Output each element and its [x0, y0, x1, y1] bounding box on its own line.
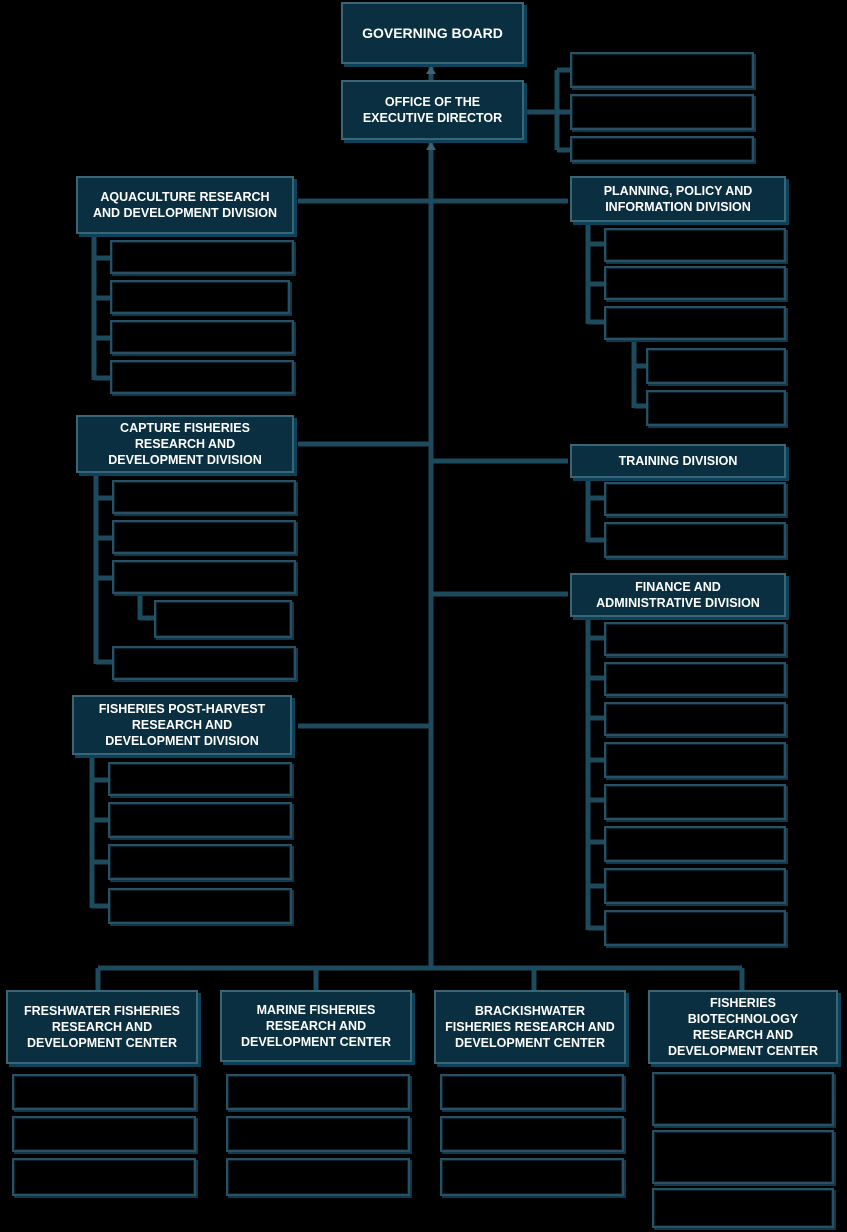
finance-division-node[interactable]: FINANCE AND ADMINISTRATIVE DIVISION: [570, 573, 786, 617]
aquaculture-division-node[interactable]: AQUACULTURE RESEARCH AND DEVELOPMENT DIVISION: [76, 176, 294, 234]
executive-director-node[interactable]: OFFICE OF THE EXECUTIVE DIRECTOR: [341, 80, 524, 140]
training-unit-box: [604, 482, 786, 516]
planning-division-node[interactable]: PLANNING, POLICY AND INFORMATION DIVISION: [570, 176, 786, 222]
capture-unit-box: [112, 646, 296, 680]
finance-unit-box: [604, 662, 786, 696]
marine-unit-box: [226, 1116, 410, 1152]
brackishwater-unit-box: [440, 1158, 624, 1196]
finance-unit-box: [604, 910, 786, 946]
brackishwater-center-node[interactable]: BRACKISHWATER FISHERIES RESEARCH AND DEVELOPMENT CENTER: [434, 990, 626, 1064]
finance-unit-box: [604, 826, 786, 862]
training-division-node[interactable]: TRAINING DIVISION: [570, 444, 786, 478]
finance-unit-box: [604, 784, 786, 820]
brackishwater-unit-box: [440, 1116, 624, 1152]
finance-unit-box: [604, 868, 786, 904]
capture-unit-box: [112, 560, 296, 594]
planning-unit-box: [604, 228, 786, 262]
aquaculture-unit-box: [110, 360, 294, 394]
planning-subunit-box: [646, 390, 786, 426]
planning-unit-box: [604, 306, 786, 340]
training-unit-box: [604, 522, 786, 558]
aquaculture-unit-box: [110, 320, 294, 354]
aquaculture-unit-box: [110, 280, 290, 314]
finance-unit-box: [604, 702, 786, 736]
aquaculture-unit-box: [110, 240, 294, 274]
freshwater-center-node[interactable]: FRESHWATER FISHERIES RESEARCH AND DEVELOPMENT CENTER: [6, 990, 198, 1064]
governing-board-node[interactable]: GOVERNING BOARD: [341, 2, 524, 64]
planning-subunit-box: [646, 348, 786, 384]
executive-staff-box: [570, 94, 754, 130]
executive-staff-box: [570, 52, 754, 88]
finance-unit-box: [604, 742, 786, 778]
marine-center-node[interactable]: MARINE FISHERIES RESEARCH AND DEVELOPMENT CENTER: [220, 990, 412, 1062]
capture-unit-box: [112, 520, 296, 554]
post-harvest-unit-box: [108, 888, 292, 924]
marine-unit-box: [226, 1158, 410, 1196]
freshwater-unit-box: [12, 1116, 196, 1152]
post-harvest-unit-box: [108, 802, 292, 838]
planning-unit-box: [604, 266, 786, 300]
post-harvest-unit-box: [108, 762, 292, 796]
brackishwater-unit-box: [440, 1074, 624, 1110]
biotechnology-unit-box: [652, 1130, 834, 1184]
freshwater-unit-box: [12, 1074, 196, 1110]
biotechnology-unit-box: [652, 1188, 834, 1228]
finance-unit-box: [604, 622, 786, 656]
capture-subunit-box: [154, 600, 292, 638]
executive-staff-box: [570, 136, 754, 162]
post-harvest-unit-box: [108, 844, 292, 880]
biotechnology-unit-box: [652, 1072, 834, 1126]
freshwater-unit-box: [12, 1158, 196, 1196]
capture-fisheries-division-node[interactable]: CAPTURE FISHERIES RESEARCH AND DEVELOPMENT DIVISION: [76, 415, 294, 473]
marine-unit-box: [226, 1074, 410, 1110]
capture-unit-box: [112, 480, 296, 514]
biotechnology-center-node[interactable]: FISHERIES BIOTECHNOLOGY RESEARCH AND DEVELOPMENT CENTER: [648, 990, 838, 1064]
post-harvest-division-node[interactable]: FISHERIES POST-HARVEST RESEARCH AND DEVELOPMENT DIVISION: [72, 695, 292, 755]
